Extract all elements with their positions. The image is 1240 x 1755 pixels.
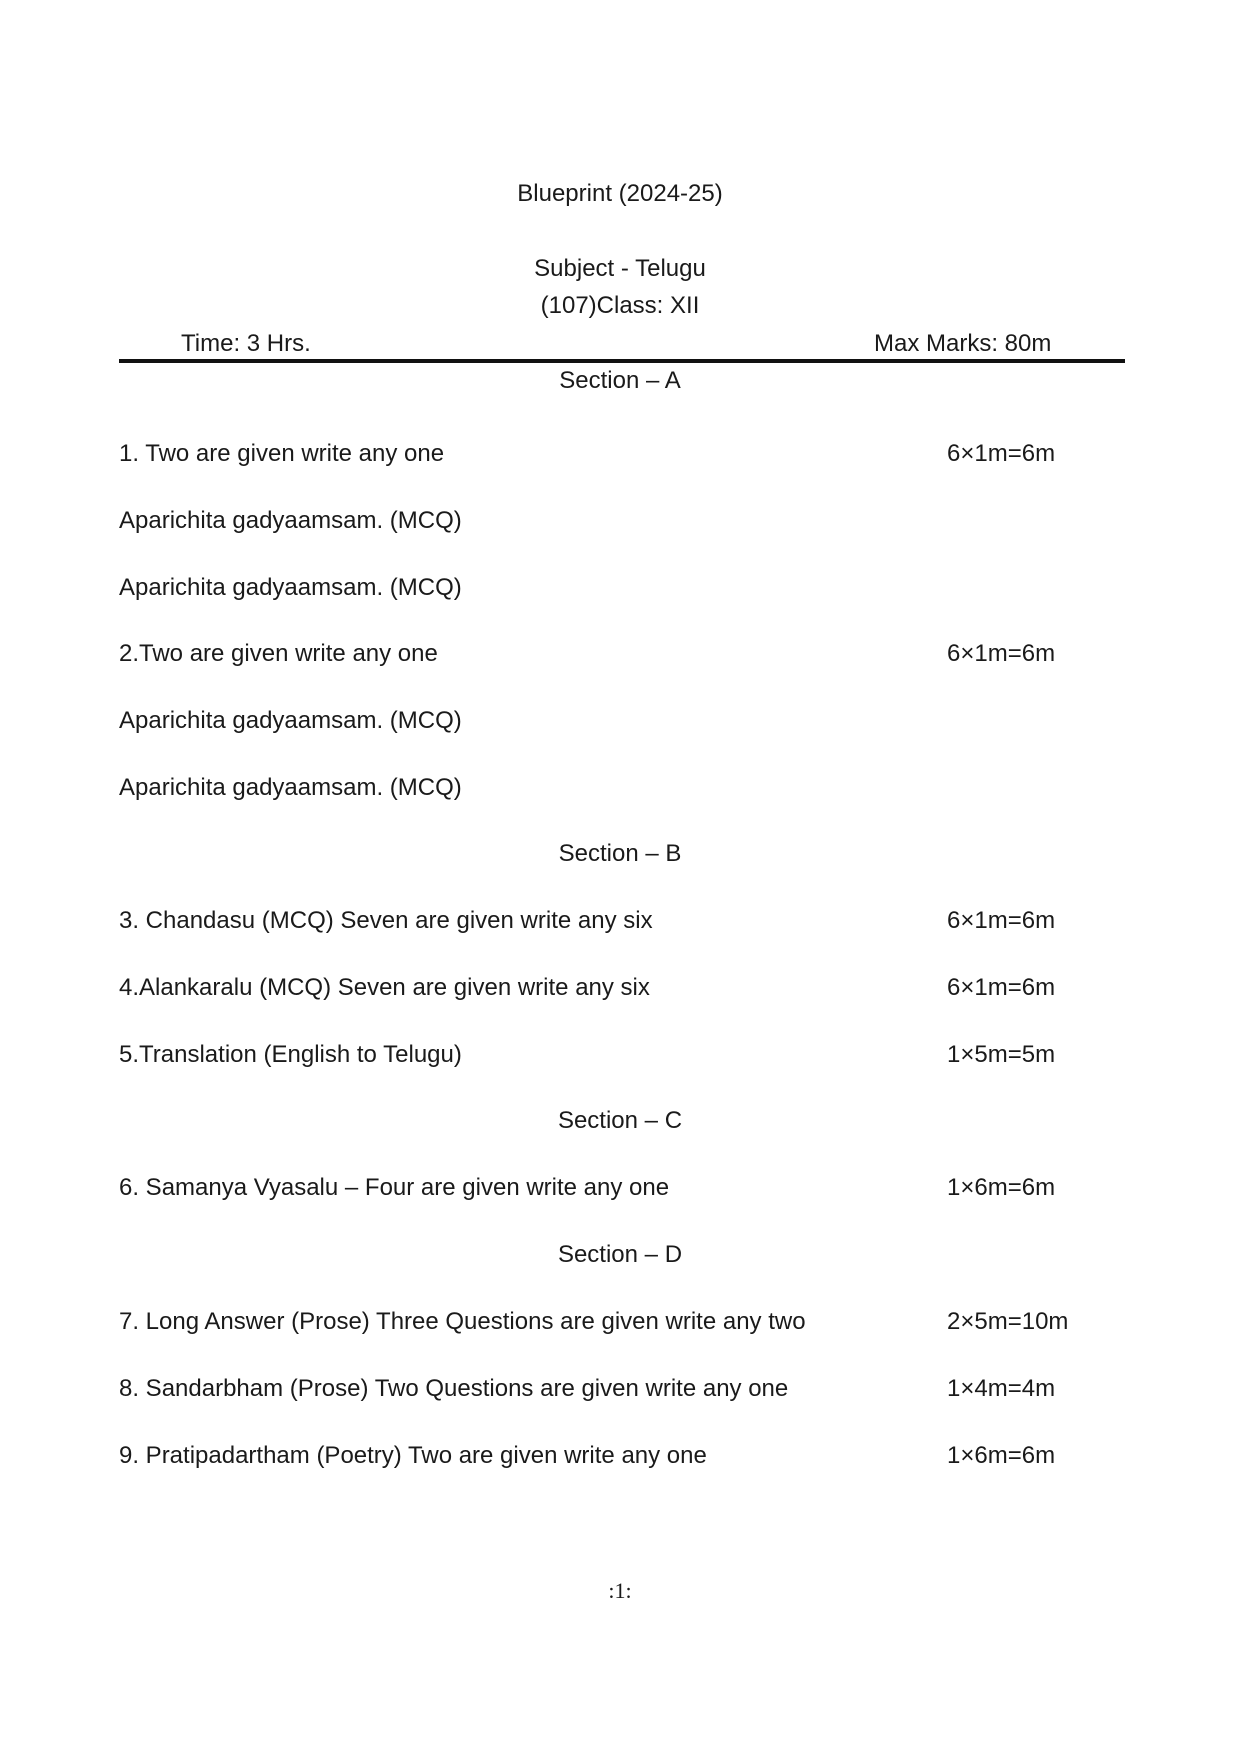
section-a-title: Section – A — [559, 367, 681, 394]
question-2-option-1: Aparichita gadyaamsam. (MCQ) — [119, 707, 462, 734]
page-number: :1: — [608, 1578, 632, 1603]
question-1-option-1: Aparichita gadyaamsam. (MCQ) — [119, 507, 462, 534]
section-b-title: Section – B — [558, 840, 682, 867]
document-title: Blueprint (2024-25) — [517, 180, 723, 207]
question-9-marks: 1×6m=6m — [947, 1442, 1056, 1469]
question-5-text: 5.Translation (English to Telugu) — [119, 1041, 462, 1068]
question-3-text: 3. Chandasu (MCQ) Seven are given write any six — [119, 907, 653, 934]
question-6-text: 6. Samanya Vyasalu – Four are given write any one — [119, 1174, 670, 1201]
question-7-marks: 2×5m=10m — [947, 1308, 1069, 1335]
question-9-text: 9. Pratipadartham (Poetry) Two are given write any one — [119, 1442, 707, 1469]
class-line: (107)Class: XII — [540, 292, 700, 319]
max-marks-label: Max Marks: 80m — [874, 330, 1052, 357]
section-c-title: Section – C — [557, 1107, 683, 1134]
question-2-marks: 6×1m=6m — [947, 640, 1056, 667]
question-7-text: 7. Long Answer (Prose) Three Questions are given write any two — [119, 1308, 806, 1335]
question-2-text: 2.Two are given write any one — [119, 640, 438, 667]
time-label: Time: 3 Hrs. — [181, 330, 311, 357]
question-4-text: 4.Alankaralu (MCQ) Seven are given write any six — [119, 974, 650, 1001]
question-8-marks: 1×4m=4m — [947, 1375, 1056, 1402]
subject-line: Subject - Telugu — [534, 255, 706, 282]
header-divider — [119, 359, 1125, 363]
question-4-marks: 6×1m=6m — [947, 974, 1056, 1001]
question-6-marks: 1×6m=6m — [947, 1174, 1056, 1201]
question-1-option-2: Aparichita gadyaamsam. (MCQ) — [119, 574, 462, 601]
question-2-option-2: Aparichita gadyaamsam. (MCQ) — [119, 774, 462, 801]
question-5-marks: 1×5m=5m — [947, 1041, 1056, 1068]
question-8-text: 8. Sandarbham (Prose) Two Questions are given write any one — [119, 1375, 789, 1402]
question-1-text: 1. Two are given write any one — [119, 440, 445, 467]
question-3-marks: 6×1m=6m — [947, 907, 1056, 934]
section-d-title: Section – D — [557, 1241, 683, 1268]
question-1-marks: 6×1m=6m — [947, 440, 1056, 467]
